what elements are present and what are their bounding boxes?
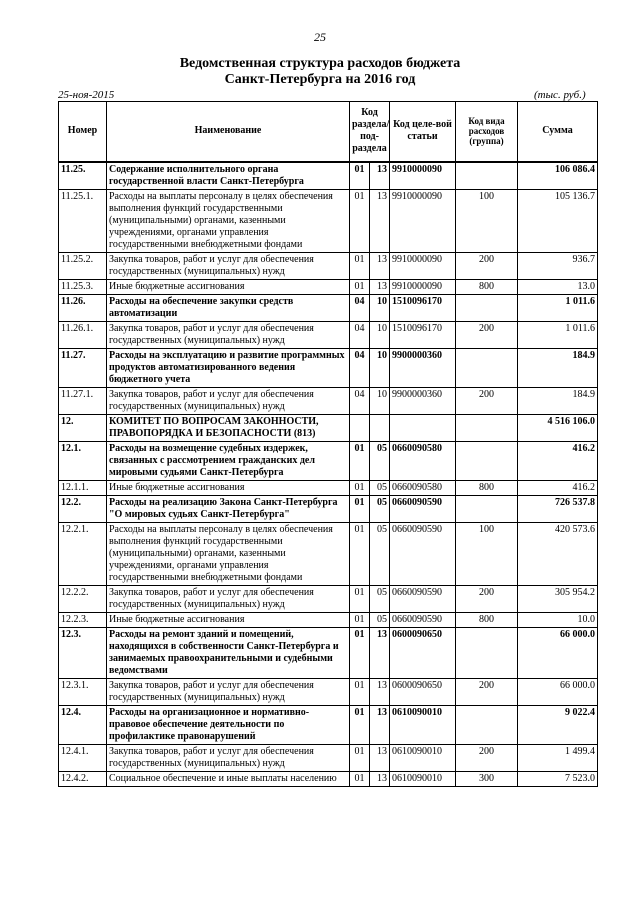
row-name: Иные бюджетные ассигнования: [107, 480, 350, 495]
row-number: 11.26.1.: [59, 321, 107, 348]
table-row: [59, 321, 598, 348]
row-target-code: 9910000090: [390, 162, 456, 190]
row-sum: 726 537.8: [518, 495, 598, 522]
row-sum: 184.9: [518, 348, 598, 387]
row-sum: 106 086.4: [518, 162, 598, 190]
row-section-code: 01: [350, 480, 370, 495]
row-section-code: 01: [350, 771, 370, 786]
row-number: 12.1.1.: [59, 480, 107, 495]
document-date: 25-ноя-2015: [58, 89, 115, 101]
header-expense-type: Код вида расходов (группа): [456, 102, 518, 162]
table-row: [59, 294, 598, 321]
row-target-code: 0600090650: [390, 627, 456, 678]
row-sum: 1 011.6: [518, 294, 598, 321]
row-section-code: 01: [350, 441, 370, 480]
row-name: Расходы на обеспечение закупки средств автоматизации: [107, 294, 350, 321]
row-target-code: 0610090010: [390, 744, 456, 771]
row-subsection-code: 13: [370, 771, 390, 786]
row-expense-type: 800: [456, 480, 518, 495]
row-name: КОМИТЕТ ПО ВОПРОСАМ ЗАКОННОСТИ, ПРАВОПОРЯДКА И БЕЗОПАСНОСТИ (813): [107, 414, 350, 441]
row-name: Расходы на возмещение судебных издержек, связанных с рассмотрением гражданских дел мировыми судьями Санкт-Петербурга: [107, 441, 350, 480]
row-expense-type: [456, 705, 518, 744]
row-name: Закупка товаров, работ и услуг для обеспечения государственных (муниципальных) нужд: [107, 387, 350, 414]
row-target-code: 0600090650: [390, 678, 456, 705]
row-name: Расходы на выплаты персоналу в целях обеспечения выполнения функций государственными (муниципальными) органами, казенными учреждениями, органами управления государственными внебюджетными фондами: [107, 522, 350, 585]
row-number: 12.2.2.: [59, 585, 107, 612]
row-expense-type: [456, 627, 518, 678]
row-expense-type: 100: [456, 189, 518, 252]
row-expense-type: 300: [456, 771, 518, 786]
row-target-code: 0610090010: [390, 705, 456, 744]
row-number: 12.3.: [59, 627, 107, 678]
row-number: 12.2.3.: [59, 612, 107, 627]
row-number: 11.25.: [59, 162, 107, 190]
title-line-2: Санкт-Петербурга на 2016 год: [224, 72, 416, 87]
row-target-code: 9900000360: [390, 387, 456, 414]
table-row: [59, 744, 598, 771]
row-sum: 7 523.0: [518, 771, 598, 786]
row-target-code: 1510096170: [390, 321, 456, 348]
table-row: [59, 279, 598, 294]
row-subsection-code: 13: [370, 705, 390, 744]
header-section: Код раздела/ под-раздела: [350, 102, 390, 162]
row-target-code: [390, 414, 456, 441]
row-sum: 416.2: [518, 480, 598, 495]
row-sum: 305 954.2: [518, 585, 598, 612]
row-name: Расходы на выплаты персоналу в целях обеспечения выполнения функций государственными (муниципальными) органами, казенными учреждениями, органами управления государственными внебюджетными фондами: [107, 189, 350, 252]
row-subsection-code: 13: [370, 627, 390, 678]
row-target-code: 0660090580: [390, 441, 456, 480]
row-sum: 105 136.7: [518, 189, 598, 252]
table-row: [59, 162, 598, 190]
row-expense-type: 100: [456, 522, 518, 585]
row-expense-type: 200: [456, 321, 518, 348]
row-section-code: 01: [350, 627, 370, 678]
row-expense-type: 200: [456, 252, 518, 279]
row-expense-type: [456, 162, 518, 190]
row-subsection-code: 05: [370, 522, 390, 585]
row-name: Иные бюджетные ассигнования: [107, 279, 350, 294]
row-expense-type: 200: [456, 744, 518, 771]
row-expense-type: [456, 414, 518, 441]
row-section-code: 01: [350, 189, 370, 252]
row-expense-type: [456, 441, 518, 480]
row-subsection-code: 13: [370, 744, 390, 771]
row-number: 12.4.: [59, 705, 107, 744]
row-section-code: 01: [350, 162, 370, 190]
table-row: [59, 585, 598, 612]
row-subsection-code: 10: [370, 294, 390, 321]
table-row: [59, 480, 598, 495]
row-subsection-code: 05: [370, 480, 390, 495]
row-section-code: 01: [350, 705, 370, 744]
row-number: 12.2.: [59, 495, 107, 522]
units-label: (тыс. руб.): [534, 89, 586, 101]
row-number: 12.4.2.: [59, 771, 107, 786]
row-section-code: 01: [350, 522, 370, 585]
row-target-code: 9900000360: [390, 348, 456, 387]
row-target-code: 0610090010: [390, 771, 456, 786]
row-section-code: 01: [350, 495, 370, 522]
row-section-code: 01: [350, 612, 370, 627]
table-row: [59, 189, 598, 252]
table-row: [59, 522, 598, 585]
row-sum: 66 000.0: [518, 627, 598, 678]
row-expense-type: 200: [456, 585, 518, 612]
row-sum: 66 000.0: [518, 678, 598, 705]
header-number: Номер: [59, 102, 107, 162]
budget-table: [58, 101, 598, 787]
row-subsection-code: 10: [370, 321, 390, 348]
row-section-code: 01: [350, 585, 370, 612]
row-number: 12.4.1.: [59, 744, 107, 771]
row-number: 11.26.: [59, 294, 107, 321]
row-subsection-code: 10: [370, 387, 390, 414]
row-expense-type: [456, 348, 518, 387]
table-row: [59, 441, 598, 480]
row-target-code: 9910000090: [390, 279, 456, 294]
header-name: Наименование: [107, 102, 350, 162]
row-expense-type: 800: [456, 612, 518, 627]
row-expense-type: [456, 294, 518, 321]
row-target-code: 0660090580: [390, 480, 456, 495]
row-name: Расходы на эксплуатацию и развитие программных продуктов автоматизированного ведения бюджетного учета: [107, 348, 350, 387]
row-target-code: 9910000090: [390, 189, 456, 252]
row-name: Закупка товаров, работ и услуг для обеспечения государственных (муниципальных) нужд: [107, 744, 350, 771]
row-sum: 1 499.4: [518, 744, 598, 771]
row-section-code: 01: [350, 744, 370, 771]
row-number: 11.25.2.: [59, 252, 107, 279]
row-name: Закупка товаров, работ и услуг для обеспечения государственных (муниципальных) нужд: [107, 585, 350, 612]
row-sum: 420 573.6: [518, 522, 598, 585]
table-row: [59, 348, 598, 387]
row-number: 11.25.3.: [59, 279, 107, 294]
row-sum: 13.0: [518, 279, 598, 294]
row-name: Социальное обеспечение и иные выплаты населению: [107, 771, 350, 786]
row-section-code: [350, 414, 370, 441]
table-row: [59, 705, 598, 744]
row-sum: 936.7: [518, 252, 598, 279]
table-row: [59, 495, 598, 522]
row-number: 12.: [59, 414, 107, 441]
row-target-code: 1510096170: [390, 294, 456, 321]
row-subsection-code: 13: [370, 162, 390, 190]
table-row: [59, 627, 598, 678]
row-subsection-code: 05: [370, 495, 390, 522]
row-expense-type: 800: [456, 279, 518, 294]
row-number: 11.25.1.: [59, 189, 107, 252]
row-target-code: 9910000090: [390, 252, 456, 279]
row-expense-type: [456, 495, 518, 522]
page-number: 25: [314, 30, 326, 44]
row-section-code: 04: [350, 348, 370, 387]
row-target-code: 0660090590: [390, 522, 456, 585]
row-subsection-code: 13: [370, 252, 390, 279]
row-number: 12.2.1.: [59, 522, 107, 585]
row-section-code: 04: [350, 321, 370, 348]
row-subsection-code: 05: [370, 612, 390, 627]
row-name: Расходы на реализацию Закона Санкт-Петербурга "О мировых судьях Санкт-Петербурга": [107, 495, 350, 522]
row-subsection-code: 13: [370, 678, 390, 705]
row-name: Закупка товаров, работ и услуг для обеспечения государственных (муниципальных) нужд: [107, 678, 350, 705]
row-subsection-code: [370, 414, 390, 441]
row-sum: 1 011.6: [518, 321, 598, 348]
table-row: [59, 387, 598, 414]
row-subsection-code: 13: [370, 279, 390, 294]
header-target: Код целе-вой статьи: [390, 102, 456, 162]
row-section-code: 01: [350, 279, 370, 294]
row-sum: 416.2: [518, 441, 598, 480]
row-subsection-code: 05: [370, 441, 390, 480]
row-number: 12.3.1.: [59, 678, 107, 705]
row-target-code: 0660090590: [390, 495, 456, 522]
row-name: Содержание исполнительного органа государственной власти Санкт-Петербурга: [107, 162, 350, 190]
row-sum: 9 022.4: [518, 705, 598, 744]
document-title: [0, 56, 640, 88]
table-row: [59, 678, 598, 705]
header-sum: Сумма: [518, 102, 598, 162]
row-name: Закупка товаров, работ и услуг для обеспечения государственных (муниципальных) нужд: [107, 252, 350, 279]
row-subsection-code: 13: [370, 189, 390, 252]
row-sum: 184.9: [518, 387, 598, 414]
row-section-code: 04: [350, 294, 370, 321]
row-name: Закупка товаров, работ и услуг для обеспечения государственных (муниципальных) нужд: [107, 321, 350, 348]
title-line-1: Ведомственная структура расходов бюджета: [179, 56, 461, 71]
row-section-code: 04: [350, 387, 370, 414]
row-sum: 4 516 106.0: [518, 414, 598, 441]
row-target-code: 0660090590: [390, 612, 456, 627]
row-name: Иные бюджетные ассигнования: [107, 612, 350, 627]
row-name: Расходы на организационное и нормативно-правовое обеспечение деятельности по профилактике правонарушений: [107, 705, 350, 744]
row-expense-type: 200: [456, 678, 518, 705]
table-row: [59, 414, 598, 441]
table-row: [59, 612, 598, 627]
row-section-code: 01: [350, 252, 370, 279]
row-name: Расходы на ремонт зданий и помещений, находящихся в собственности Санкт-Петербурга и занимаемых правоохранительными и судебными ведомствами: [107, 627, 350, 678]
row-number: 11.27.1.: [59, 387, 107, 414]
row-number: 11.27.: [59, 348, 107, 387]
row-expense-type: 200: [456, 387, 518, 414]
row-target-code: 0660090590: [390, 585, 456, 612]
row-number: 12.1.: [59, 441, 107, 480]
table-row: [59, 771, 598, 786]
row-subsection-code: 05: [370, 585, 390, 612]
row-section-code: 01: [350, 678, 370, 705]
row-sum: 10.0: [518, 612, 598, 627]
table-row: [59, 252, 598, 279]
row-subsection-code: 10: [370, 348, 390, 387]
